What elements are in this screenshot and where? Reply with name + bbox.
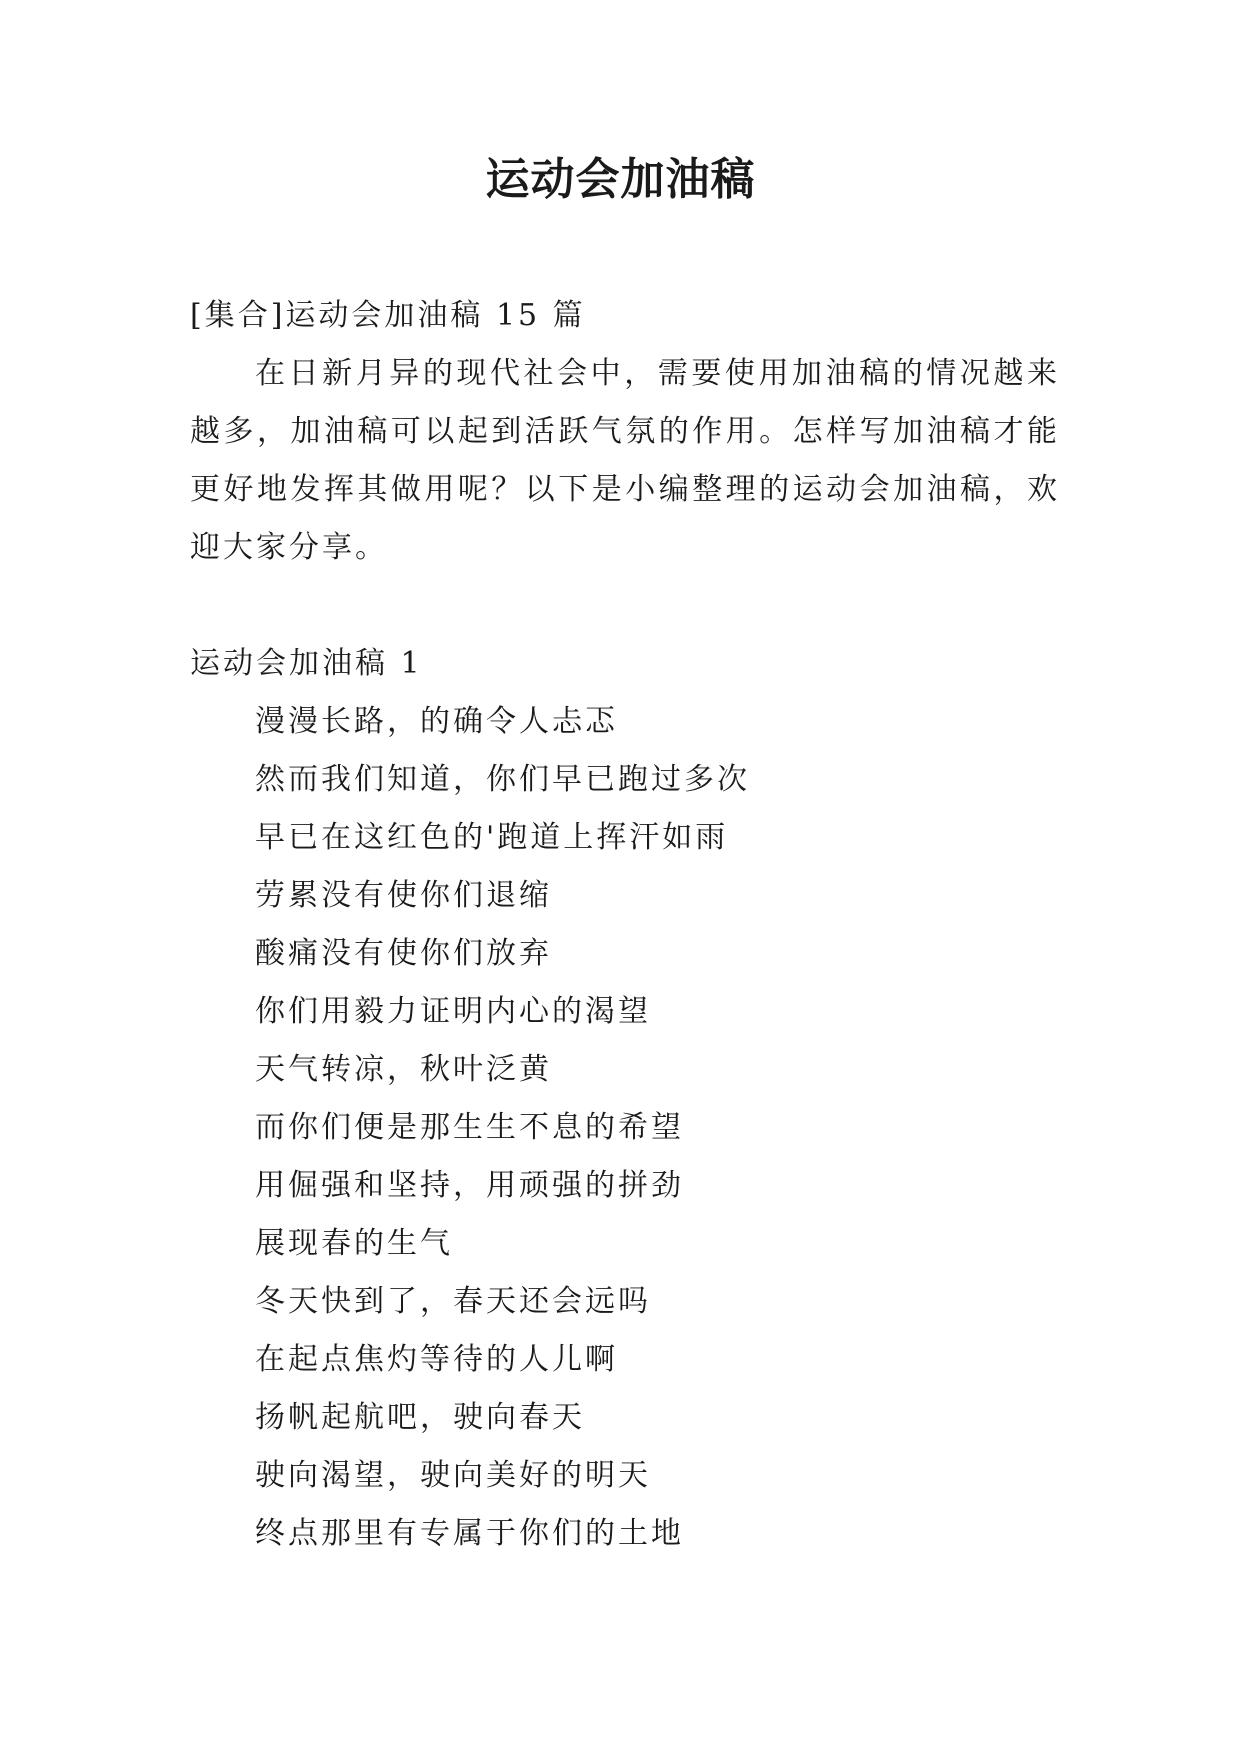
document-body bbox=[190, 287, 1060, 1563]
poem-line: 早已在这红色的'跑道上挥汗如雨 bbox=[255, 820, 729, 855]
poem-line: 你们用毅力证明内心的渴望 bbox=[255, 994, 651, 1029]
poem-line: 用倔强和坚持，用顽强的拼劲 bbox=[255, 1168, 684, 1203]
poem-line: 然而我们知道，你们早已跑过多次 bbox=[255, 762, 750, 797]
poem-line: 劳累没有使你们退缩 bbox=[255, 878, 552, 913]
paragraph-spacer bbox=[190, 577, 1060, 635]
poem-line: 扬帆起航吧，驶向春天 bbox=[255, 1400, 585, 1435]
poem-line: 漫漫长路，的确令人忐忑 bbox=[255, 704, 618, 739]
section-heading: 运动会加油稿 1 bbox=[190, 646, 423, 681]
poem-line: 酸痛没有使你们放弃 bbox=[255, 936, 552, 971]
document-subtitle: [集合]运动会加油稿 15 篇 bbox=[190, 298, 586, 333]
intro-paragraph: 在日新月异的现代社会中，需要使用加油稿的情况越来越多，加油稿可以起到活跃气氛的作用。怎样写加油稿才能更好地发挥其做用呢？以下是小编整理的运动会加油稿，欢迎大家分享。 bbox=[190, 356, 1060, 565]
poem-line: 展现春的生气 bbox=[255, 1226, 453, 1261]
poem bbox=[190, 693, 1060, 1563]
poem-line: 冬天快到了，春天还会远吗 bbox=[255, 1284, 651, 1319]
document-title: 运动会加油稿 bbox=[485, 154, 756, 205]
poem-line: 终点那里有专属于你们的土地 bbox=[255, 1516, 684, 1551]
poem-line: 在起点焦灼等待的人儿啊 bbox=[255, 1342, 618, 1377]
poem-line: 驶向渴望，驶向美好的明天 bbox=[255, 1458, 651, 1493]
poem-line: 而你们便是那生生不息的希望 bbox=[255, 1110, 684, 1145]
poem-line: 天气转凉，秋叶泛黄 bbox=[255, 1052, 552, 1087]
